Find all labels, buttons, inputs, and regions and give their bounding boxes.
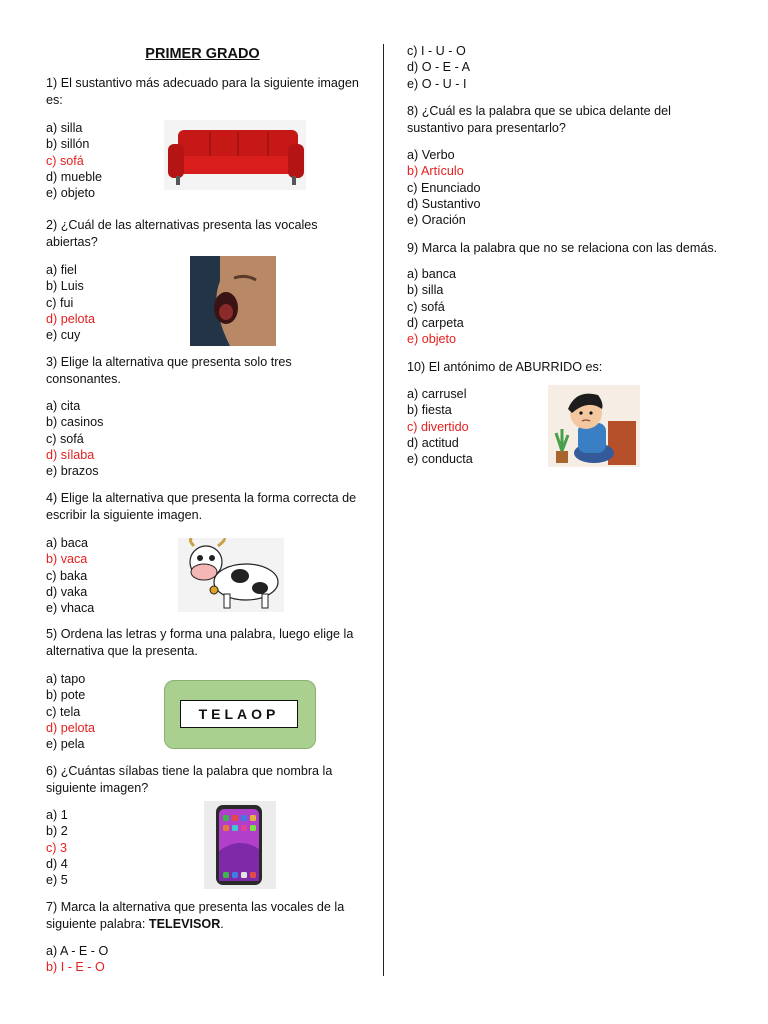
option-d[interactable]: d) actitud bbox=[407, 435, 459, 450]
option-d-correct[interactable]: d) pelota bbox=[46, 311, 96, 326]
question-text: 9) Marca la palabra que no se relaciona con las demás. bbox=[407, 241, 718, 255]
option-a[interactable]: a) tapo bbox=[46, 672, 86, 686]
option-d[interactable]: d) carpeta bbox=[407, 315, 464, 330]
option-c[interactable]: c) I - U - O bbox=[407, 44, 466, 58]
options-q7-part2 bbox=[407, 43, 470, 92]
question-6 bbox=[46, 763, 366, 797]
red-sofa-image bbox=[164, 120, 306, 190]
anagram-card bbox=[164, 680, 316, 749]
option-a[interactable]: a) Verbo bbox=[407, 148, 455, 162]
option-b[interactable]: b) pote bbox=[46, 688, 86, 703]
option-a[interactable]: a) baca bbox=[46, 536, 89, 550]
option-b-correct[interactable]: b) Artículo bbox=[407, 164, 464, 179]
question-text: 1) El sustantivo más adecuado para la siguiente imagen es: bbox=[46, 76, 359, 107]
question-text-part: 7) Marca la alternativa que presenta las vocales de la siguiente palabra: bbox=[46, 900, 345, 931]
question-text: 3) Elige la alternativa que presenta solo tres consonantes. bbox=[46, 355, 292, 386]
option-e[interactable]: e) 5 bbox=[46, 873, 68, 888]
option-e[interactable]: e) conducta bbox=[407, 452, 473, 467]
bored-boy-image bbox=[548, 385, 640, 467]
option-d[interactable]: d) mueble bbox=[46, 169, 103, 184]
option-a[interactable]: a) A - E - O bbox=[46, 944, 109, 958]
question-text: 2) ¿Cuál de las alternativas presenta las vocales abiertas? bbox=[46, 218, 318, 249]
option-d[interactable]: d) vaka bbox=[46, 584, 88, 599]
option-c[interactable]: c) baka bbox=[46, 568, 88, 583]
question-4 bbox=[46, 490, 366, 524]
options-q2 bbox=[46, 262, 95, 343]
question-10 bbox=[407, 359, 707, 376]
option-a[interactable]: a) silla bbox=[46, 121, 83, 135]
options-q8 bbox=[407, 147, 481, 228]
question-text: 4) Elige la alternativa que presenta la forma correcta de escribir la siguiente imagen. bbox=[46, 491, 357, 522]
option-e[interactable]: e) O - U - I bbox=[407, 76, 467, 91]
option-e[interactable]: e) cuy bbox=[46, 328, 81, 343]
option-b[interactable]: b) sillón bbox=[46, 137, 90, 152]
smartphone-image bbox=[204, 801, 276, 889]
options-q5 bbox=[46, 671, 95, 752]
options-q7-part1 bbox=[46, 943, 108, 976]
option-e[interactable]: e) brazos bbox=[46, 464, 99, 479]
option-b-correct[interactable]: b) I - E - O bbox=[46, 960, 105, 975]
question-9 bbox=[407, 240, 747, 257]
option-c-correct[interactable]: c) divertido bbox=[407, 419, 469, 434]
option-d[interactable]: d) Sustantivo bbox=[407, 196, 481, 211]
option-a[interactable]: a) fiel bbox=[46, 263, 77, 277]
option-c[interactable]: c) tela bbox=[46, 704, 81, 719]
option-e-correct[interactable]: e) objeto bbox=[407, 332, 457, 347]
option-d[interactable]: d) O - E - A bbox=[407, 60, 470, 75]
option-d-correct[interactable]: d) pelota bbox=[46, 720, 96, 735]
question-keyword: TELEVISOR bbox=[148, 917, 221, 931]
question-5 bbox=[46, 626, 366, 660]
options-q3 bbox=[46, 398, 103, 479]
option-d[interactable]: d) 4 bbox=[46, 856, 68, 871]
question-2 bbox=[46, 217, 366, 251]
options-q4 bbox=[46, 535, 94, 616]
option-e[interactable]: e) Oración bbox=[407, 213, 466, 228]
cartoon-cow-image bbox=[178, 538, 284, 612]
question-text bbox=[46, 899, 366, 933]
option-b[interactable]: b) silla bbox=[407, 283, 444, 298]
question-text-end: . bbox=[220, 917, 224, 931]
options-q9 bbox=[407, 266, 464, 347]
question-text: 8) ¿Cuál es la palabra que se ubica delante del sustantivo para presentarlo? bbox=[407, 104, 671, 135]
question-3 bbox=[46, 354, 366, 388]
option-a[interactable]: a) cita bbox=[46, 399, 81, 413]
option-e[interactable]: e) vhaca bbox=[46, 601, 95, 616]
question-text: 10) El antónimo de ABURRIDO es: bbox=[407, 360, 603, 374]
options-q10 bbox=[407, 386, 473, 467]
option-b-correct[interactable]: b) vaca bbox=[46, 552, 88, 567]
option-c-correct[interactable]: c) sofá bbox=[46, 153, 84, 168]
option-a[interactable]: a) 1 bbox=[46, 808, 68, 822]
option-d-correct[interactable]: d) sílaba bbox=[46, 447, 95, 462]
question-8 bbox=[407, 103, 707, 137]
question-text: 6) ¿Cuántas sílabas tiene la palabra que nombra la siguiente imagen? bbox=[46, 764, 333, 795]
option-c[interactable]: c) sofá bbox=[46, 431, 84, 446]
option-c-correct[interactable]: c) 3 bbox=[46, 840, 67, 855]
option-a[interactable]: a) banca bbox=[407, 267, 457, 281]
column-divider bbox=[383, 44, 384, 976]
options-q6 bbox=[46, 807, 68, 888]
option-c[interactable]: c) fui bbox=[46, 295, 74, 310]
page-title: PRIMER GRADO bbox=[145, 46, 260, 62]
option-b[interactable]: b) casinos bbox=[46, 415, 104, 430]
shouting-face-image bbox=[190, 256, 276, 346]
question-7 bbox=[46, 899, 366, 933]
option-a[interactable]: a) carrusel bbox=[407, 387, 467, 401]
option-e[interactable]: e) pela bbox=[46, 737, 85, 752]
option-b[interactable]: b) Luis bbox=[46, 279, 84, 294]
option-b[interactable]: b) 2 bbox=[46, 824, 68, 839]
option-c[interactable]: c) sofá bbox=[407, 299, 445, 314]
anagram-letters: TELAOP bbox=[180, 700, 298, 728]
option-c[interactable]: c) Enunciado bbox=[407, 180, 481, 195]
question-1 bbox=[46, 75, 366, 109]
option-b[interactable]: b) fiesta bbox=[407, 403, 452, 418]
option-e[interactable]: e) objeto bbox=[46, 186, 96, 201]
question-text: 5) Ordena las letras y forma una palabra, luego elige la alternativa que la presenta. bbox=[46, 627, 354, 658]
options-q1 bbox=[46, 120, 102, 201]
